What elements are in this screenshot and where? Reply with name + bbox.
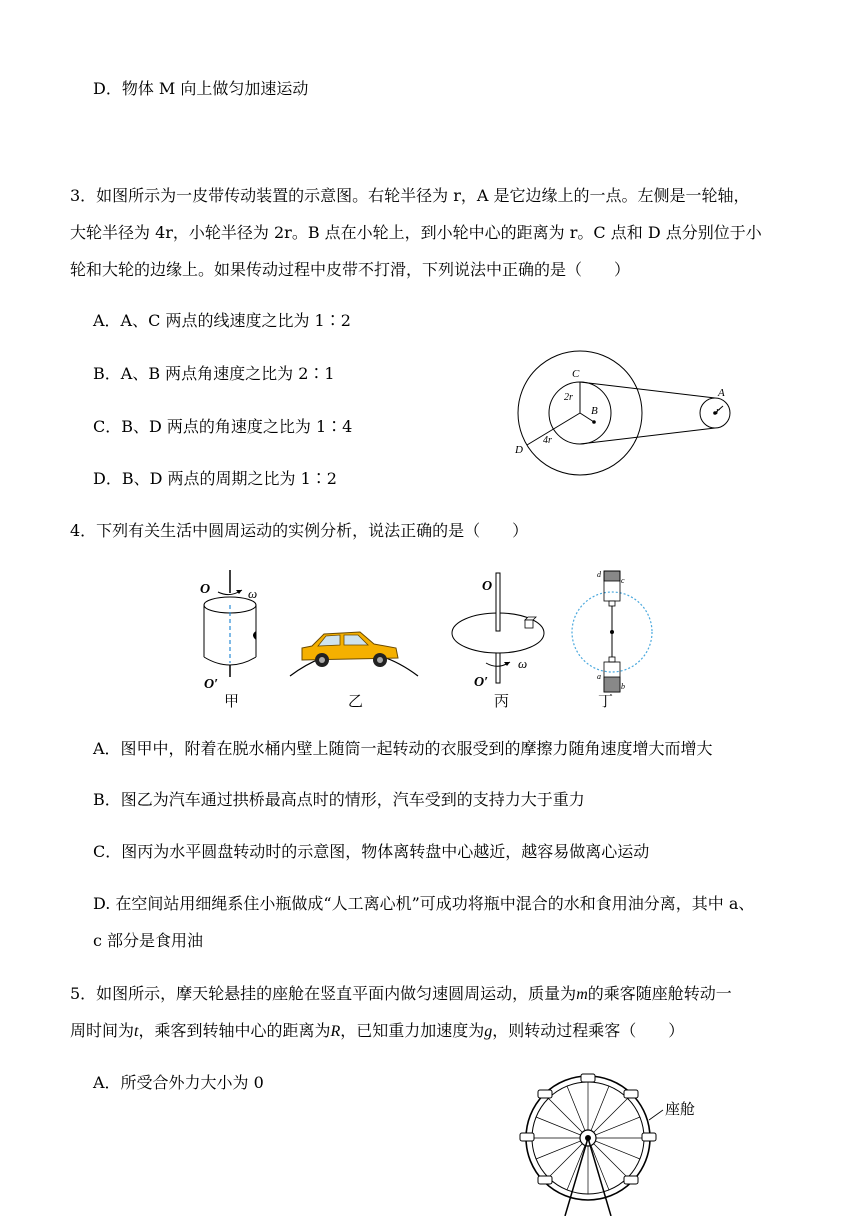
- car-hub-rear: [377, 657, 383, 663]
- spin-dryer-figure: [190, 565, 270, 695]
- caption-ding: 丁: [598, 692, 614, 710]
- bottle-centrifuge-figure: [565, 565, 660, 695]
- cabin-pointer: [649, 1110, 663, 1120]
- clothes-piece: [253, 631, 256, 640]
- label-o: O: [482, 579, 493, 594]
- disk-axis-over: [496, 573, 500, 631]
- rotation-arrowhead: [504, 662, 510, 666]
- q3-option-d: D．B、D 两点的周期之比为 1∶2: [93, 469, 337, 488]
- label-r: r: [716, 406, 720, 417]
- label-o-prime: O′: [204, 677, 219, 692]
- caption-bing: 丙: [494, 692, 510, 710]
- var-g: g: [484, 1023, 493, 1040]
- label-4r: 4r: [543, 435, 552, 446]
- var-m: m: [576, 986, 588, 1003]
- q4-option-b: B．图乙为汽车通过拱桥最高点时的情形，汽车受到的支持力大于重力: [93, 790, 585, 809]
- disk-axis-lower: [496, 653, 500, 683]
- rotating-disk-figure: [448, 568, 558, 693]
- q3-stem-line-1: 3．如图所示为一皮带传动装置的示意图。右轮半径为 r，A 是它边缘上的一点。左侧是一轮轴，: [70, 186, 750, 205]
- label-d: d: [597, 570, 601, 579]
- ferris-wheel-figure: [515, 1072, 715, 1216]
- caption-jia: 甲: [224, 692, 240, 710]
- label-c: c: [621, 576, 625, 585]
- q4-option-a: A．图甲中，附着在脱水桶内壁上随筒一起转动的衣服受到的摩擦力随角速度增大而增大: [93, 739, 713, 758]
- center-dot: [610, 630, 614, 634]
- q5-stem-line-2: [70, 1020, 684, 1043]
- label-b: b: [621, 682, 625, 691]
- block: [525, 620, 533, 628]
- label-a: a: [597, 672, 601, 681]
- rotation-arrowhead: [236, 590, 242, 594]
- radius-to-d: [527, 413, 580, 445]
- q5-stem-text: 周时间为: [70, 1021, 135, 1040]
- var-r: R: [330, 1023, 341, 1040]
- label-b: B: [591, 405, 598, 417]
- belt-drive-figure: [505, 350, 745, 480]
- q3-option-c: C．B、D 两点的角速度之比为 1∶4: [93, 417, 353, 436]
- q4-option-d-line-1: D. 在空间站用细绳系住小瓶做成“人工离心机”可成功将瓶中混合的水和食用油分离，其中 a、: [93, 894, 755, 913]
- car-on-bridge-figure: [288, 618, 420, 680]
- q3-stem-line-2: 大轮半径为 4r，小轮半径为 2r。B 点在小轮上，到小轮中心的距离为 r。C 点和 D 点分别位于小: [70, 223, 762, 242]
- bottom-bottle-neck: [609, 657, 615, 662]
- label-c: C: [572, 368, 580, 380]
- label-o: O: [200, 582, 211, 597]
- var-t: t: [134, 1023, 139, 1040]
- top-bottle-liquid: [604, 571, 620, 581]
- q4-option-c: C．图丙为水平圆盘转动时的示意图，物体离转盘中心越近，越容易做离心运动: [93, 842, 650, 861]
- q5-stem-text: 的乘客随座舱转动一: [587, 984, 732, 1003]
- q2-option-d: D．物体 M 向上做匀加速运动: [93, 79, 309, 98]
- q4-stem: 4．下列有关生活中圆周运动的实例分析，说法正确的是（ ）: [70, 521, 529, 540]
- q5-option-a: A．所受合外力大小为 0: [93, 1073, 264, 1092]
- car-hub-front: [319, 657, 325, 663]
- label-o-prime: O′: [474, 675, 489, 690]
- cabin-label: 座舱: [665, 1100, 696, 1118]
- q3-option-a: A．A、C 两点的线速度之比为 1∶2: [93, 311, 351, 330]
- q5-stem-text: 5．如图所示，摩天轮悬挂的座舱在竖直平面内做匀速圆周运动，质量为: [70, 984, 577, 1003]
- caption-yi: 乙: [348, 692, 364, 710]
- q5-stem-line-1: [70, 983, 732, 1006]
- q4-option-d-line-2: c 部分是食用油: [93, 931, 204, 950]
- top-bottle-neck: [609, 601, 615, 606]
- label-omega: ω: [518, 656, 528, 671]
- q5-stem-text: ，已知重力加速度为: [340, 1021, 485, 1040]
- q3-option-b: B．A、B 两点角速度之比为 2∶1: [93, 364, 335, 383]
- q5-stem-text: ，乘客到转轴中心的距离为: [138, 1021, 331, 1040]
- label-omega: ω: [248, 586, 258, 601]
- label-2r: 2r: [564, 392, 573, 403]
- q5-stem-text: ，则转动过程乘客（ ）: [492, 1021, 685, 1040]
- label-d: D: [515, 444, 523, 456]
- label-a: A: [718, 387, 725, 399]
- point-b-dot: [592, 420, 596, 424]
- q3-stem-line-3: 轮和大轮的边缘上。如果传动过程中皮带不打滑，下列说法中正确的是（ ）: [70, 260, 631, 279]
